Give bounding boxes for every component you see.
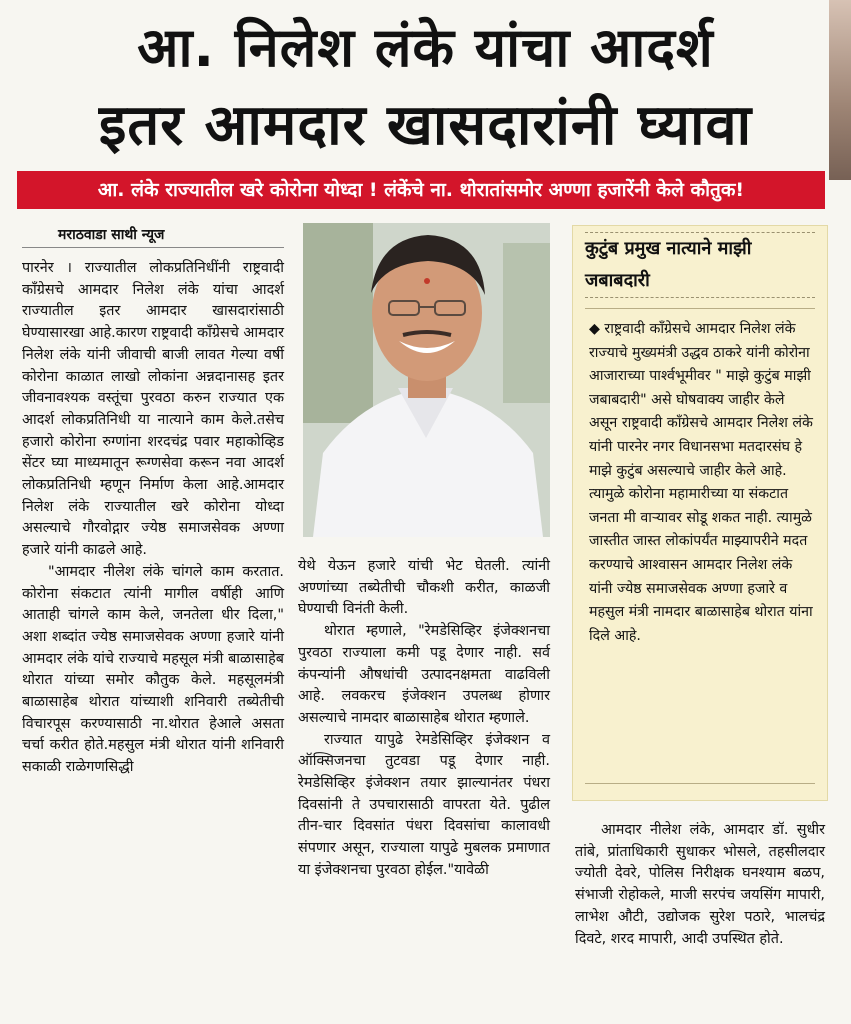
paragraph: आमदार नीलेश लंके, आमदार डॉ. सुधीर तांबे, प्रांताधिकारी सुधाकर भोसले, तहसीलदार ज्योती देवरे, पोलिस निरीक्षक घनश्याम बळप, संभाजी रोहोकले, माजी सरपंच जयसिंग मापारी, लाभेश औटी, उद्योजक सुरेश पठारे, भालचंद्र दिवटे, शरद मापारी, आदी उपस्थित होते. [575,822,825,947]
byline: मराठवाडा साथी न्यूज [22,222,284,248]
headline-line-2: इतर आमदार खासदारांनी घ्यावा [98,93,753,158]
paragraph: येथे येऊन हजारे यांची भेट घेतली. त्यांनी अण्णांच्या तब्येतीची चौकशी करीत, काळजी घेण्याची विनंती केली. [298,558,550,618]
subheadline-banner: आ. लंके राज्यातील खरे कोरोना योध्दा ! लंकेंचे ना. थोरातांसमोर अण्णा हजारेंनी केले कौतुक! [17,171,825,209]
article-column-3 [575,820,825,950]
divider [585,308,815,309]
paragraph: "आमदार नीलेश लंके चांगले काम करतात. कोरोना संकटात त्यांनी मागील वर्षीही आणि आताही चांगले काम केले, जनतेला धीर दिला," अशा शब्दांत ज्येष्ठ समाजसेवक अण्णा हजारे यांनी आमदार लंके यांचे राज्याचे महसूल मंत्री बाळासाहेब थोरात यांच्या समोर कौतुक केले. महसूलमंत्री बाळासाहेब थोरात यांच्याशी शनिवारी तब्येतीची विचारपूस करण्यासाठी ना.थोरात हेआले असता चर्चा करीत होते.महसुल मंत्री थोरात यांनी शनिवारी सकाळी राळेगणसिद्धी [22,563,284,776]
sidebar-box-text: ◆ राष्ट्रवादी काँग्रेसचे आमदार निलेश लंके राज्याचे मुख्यमंत्री उद्धव ठाकरे यांनी कोरोना आजाराच्या पार्श्वभूमीवर " माझे कुटुंब माझी जबाबदारी" असे घोषवाक्य जाहीर केले असून राष्ट्रवादी काँग्रेसचे आमदार निलेश लंके यांनी पारनेर नगर विधानसभा मतदारसंघ हे माझे कुटुंब असल्याचे जाहीर केले आहे. त्यामुळे कोरोना महामारीच्या या संकटात जनता मी वाऱ्यावर सोडू शकत नाही. त्यामुळे जास्तीत जास्त लोकांपर्यंत माझ्यापरीने मदत करण्याचे आश्वासन आमदार निलेश लंके यांनी ज्येष्ठ समाजसेवक अण्णा हजारे व महसुल मंत्री नामदार बाळासाहेब थोरात यांना दिले आहे. [589,321,813,644]
portrait-photo [303,223,550,537]
headline-line-1: आ. निलेश लंके यांचा आदर्श [137,16,714,79]
portrait-illustration [303,223,550,537]
paragraph: थोरात म्हणाले, "रेमडेसिव्हिर इंजेक्शनचा पुरवठा राज्याला कमी पडू देणार नाही. सर्व कंपन्यांनी औषधांची उत्पादनक्षमता वाढविली आहे. लवकरच इंजेक्शन उपलब्ध होणार असल्याचे नामदार बाळासाहेब थोरात म्हणाले. [298,623,550,726]
paragraph: पारनेर । राज्यातील लोकप्रतिनिधींनी राष्ट्रवादी काँग्रेसचे आमदार निलेश लंके यांचा आदर्श राज्यातील इतर आमदार खासदारांसाठी घेण्यासारखा आहे.कारण राष्ट्रवादी काँग्रेसचे आमदार निलेश लंके यांनी जीवाची बाजी लावत गेल्या वर्षी कोरोना काळात लाखो लोकांना अन्नदानासह इतर जीवनावश्यक वस्तूंचा पुरवठा करुन राज्यात एक आदर्श लोकप्रतिनिधी या नात्याने काम केले.तसेच हजारो कोरोना रुग्णांना शरदचंद्र पवार महाकोव्हिड सेंटर घ्या माध्यमातून रूग्णसेवा करून नवा आदर्श लोकप्रतिनिधी म्हणून निर्माण केला आहे.आमदार निलेश लंके राज्यातील खरे कोरोना योध्दा असल्याचे गौरवोद्गार ज्येष्ठ समाजसेवक अण्णा हजारे यांनी काढले आहे. [22,260,284,559]
edge-portrait-image [829,0,851,180]
sidebar-box-title: कुटुंब प्रमुख नात्याने माझी जबाबदारी [585,232,815,298]
divider [585,783,815,784]
article-column-2 [298,556,550,882]
sidebar-box [572,225,828,801]
paragraph: राज्यात यापुढे रेमडेसिव्हिर इंजेक्शन व ऑक्सिजनचा तुटवडा पडू देणार नाही. रेमडेसिव्हिर इंजेक्शन तयार झाल्यानंतर पंधरा दिवसांनी ते उपचारासाठी वापरता येते. पुढील तीन-चार दिवसांत पंधरा दिवसांचा कालावधी संपणार असून, राज्याला यापुढे मुबलक प्रमाणात या इंजेक्शनचा पुरवठा होईल."यावेळी [298,731,550,878]
article-column-1 [22,258,284,779]
